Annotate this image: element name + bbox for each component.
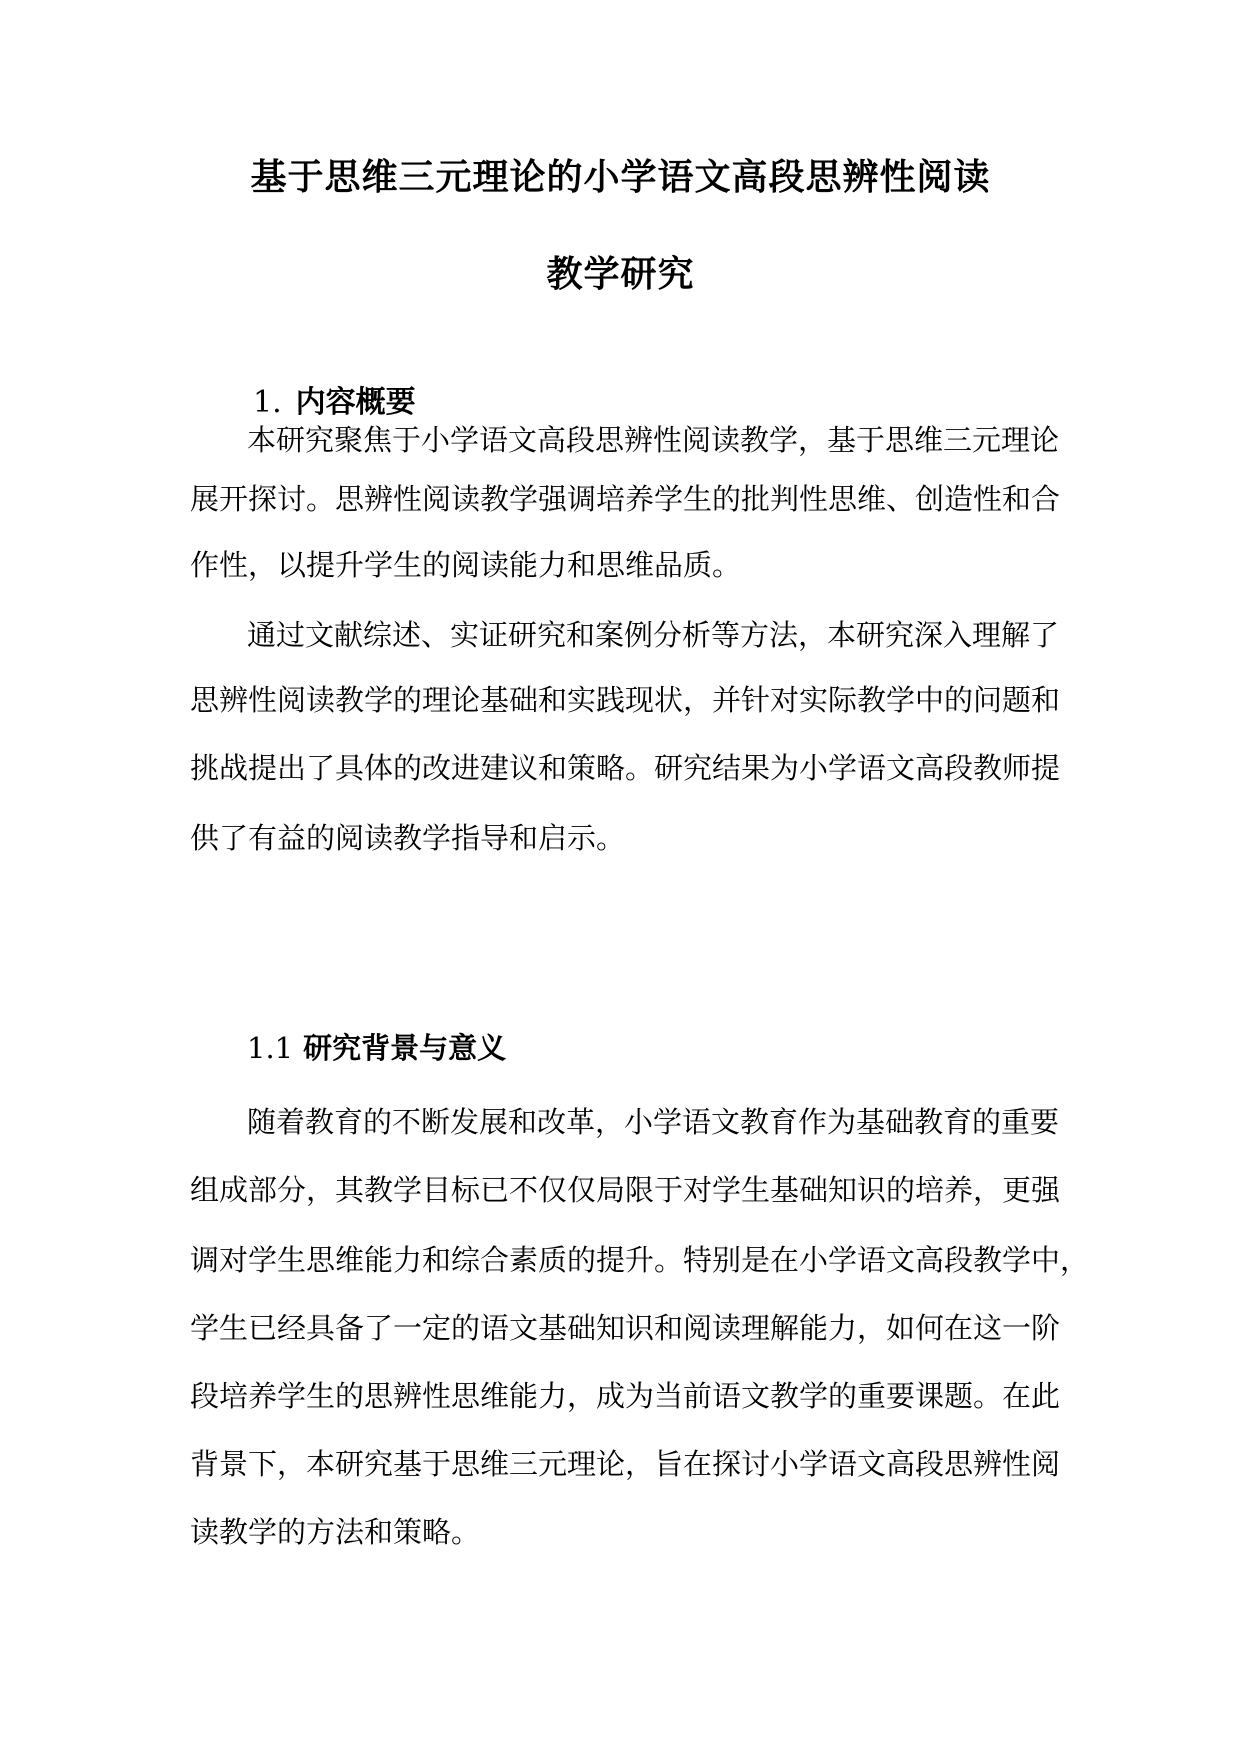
section-number: 1.1 — [247, 1031, 294, 1065]
paragraph-line: 学生已经具备了一定的语文基础知识和阅读理解能力，如何在这一阶 — [190, 1311, 1061, 1345]
paragraph-line: 思辨性阅读教学的理论基础和实践现状，并针对实际教学中的问题和 — [190, 683, 1061, 717]
paragraph-line: 段培养学生的思辨性思维能力，成为当前语文教学的重要课题。在此 — [190, 1379, 1061, 1413]
section-title: 内容概要 — [295, 385, 416, 420]
paragraph-line: 背景下，本研究基于思维三元理论，旨在探讨小学语文高段思辨性阅 — [190, 1447, 1061, 1481]
paragraph-line: 作性，以提升学生的阅读能力和思维品质。 — [190, 548, 742, 582]
paragraph-line: 供了有益的阅读教学指导和启示。 — [190, 821, 626, 855]
paragraph-line: 调对学生思维能力和综合素质的提升。特别是在小学语文高段教学中， — [190, 1243, 1090, 1277]
paragraph-line: 展开探讨。思辨性阅读教学强调培养学生的批判性思维、创造性和合 — [190, 482, 1061, 516]
section-heading-1 — [253, 383, 416, 423]
paragraph-line: 挑战提出了具体的改进建议和策略。研究结果为小学语文高段教师提 — [190, 751, 1061, 785]
section-number: 1. — [253, 385, 282, 420]
paragraph-line: 通过文献综述、实证研究和案例分析等方法，本研究深入理解了 — [247, 618, 1060, 652]
paragraph-line: 随着教育的不断发展和改革，小学语文教育作为基础教育的重要 — [247, 1105, 1060, 1139]
paragraph-line: 本研究聚焦于小学语文高段思辨性阅读教学，基于思维三元理论 — [247, 423, 1060, 457]
section-heading-1-1 — [247, 1028, 506, 1068]
section-title: 研究背景与意义 — [303, 1031, 507, 1065]
document-title-line-1: 基于思维三元理论的小学语文高段思辨性阅读 — [250, 156, 991, 198]
document-title-line-2: 教学研究 — [546, 253, 695, 295]
paragraph-line: 组成部分，其教学目标已不仅仅局限于对学生基础知识的培养，更强 — [190, 1173, 1061, 1207]
paragraph-line: 读教学的方法和策略。 — [190, 1515, 481, 1549]
